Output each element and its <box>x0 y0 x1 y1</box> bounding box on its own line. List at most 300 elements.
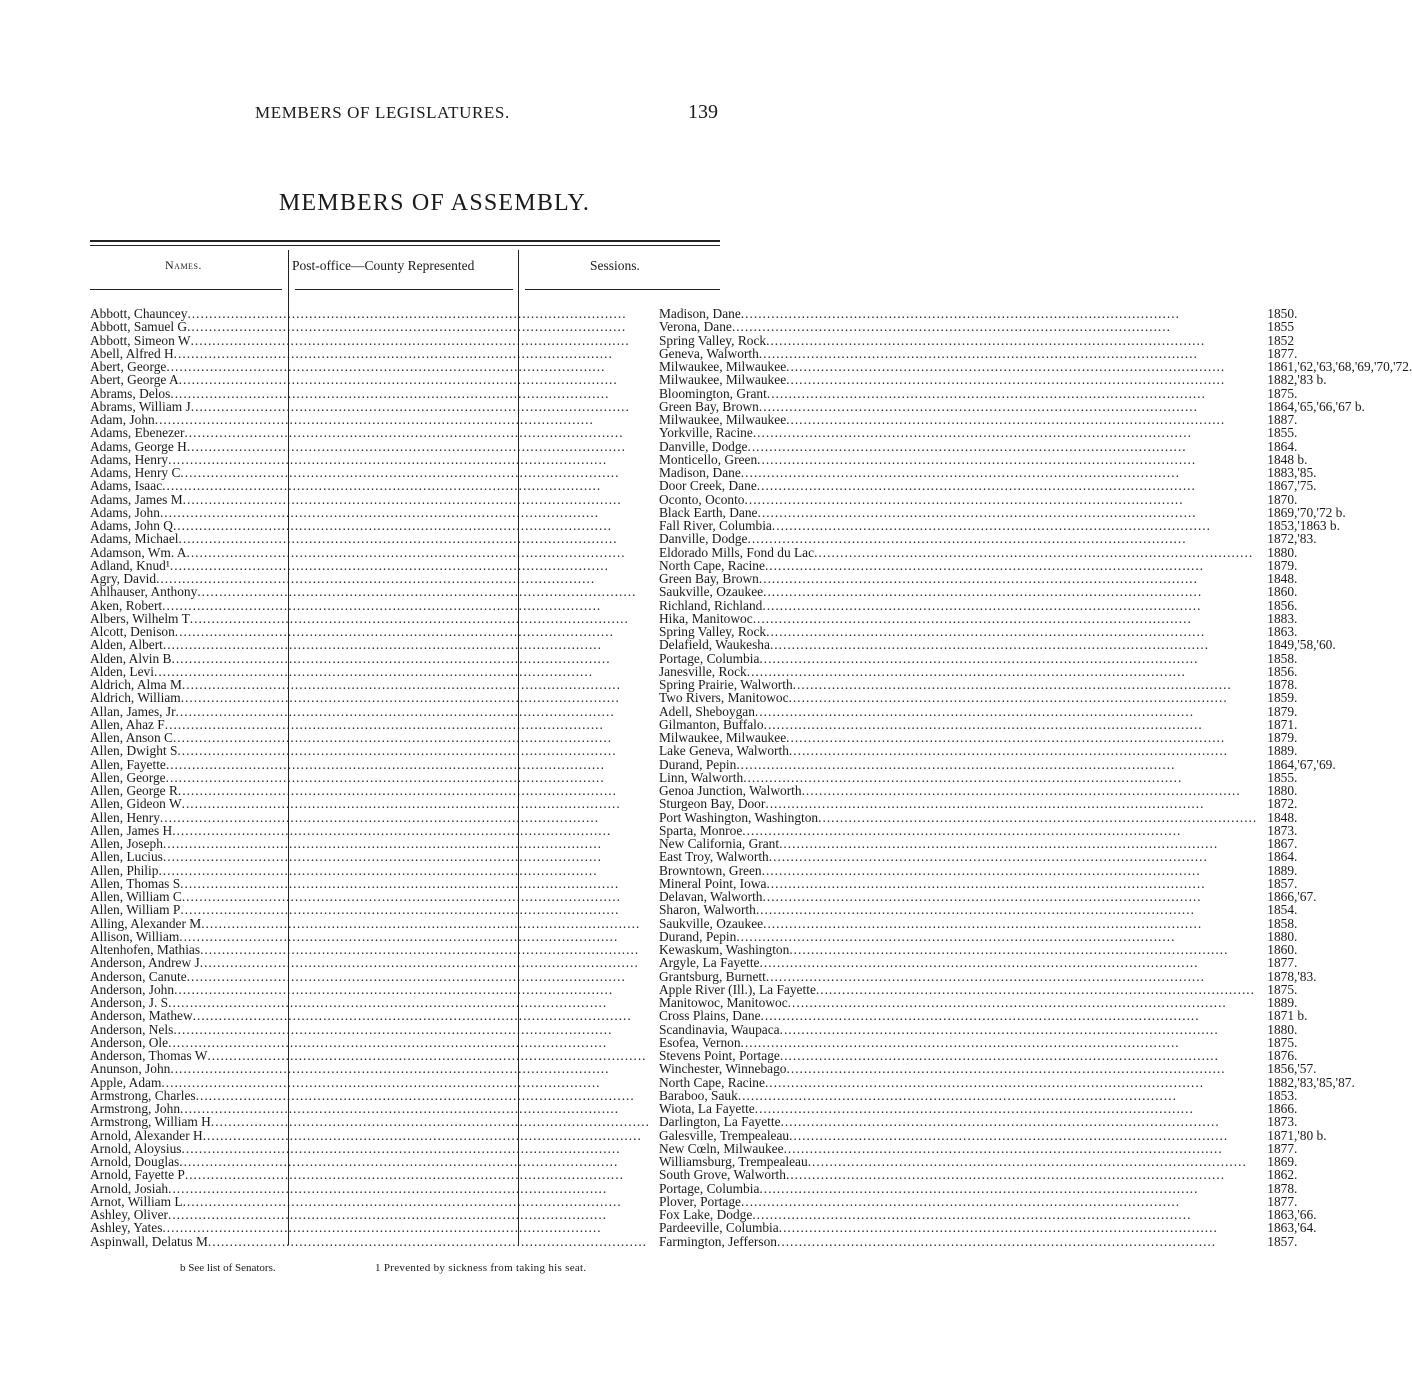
dot-leader <box>168 1036 650 1049</box>
dot-leader <box>789 1129 1257 1142</box>
header-underline <box>90 289 282 290</box>
sessions-cell: 1856. <box>1267 663 1298 679</box>
dot-leader <box>170 1062 650 1075</box>
dot-leader <box>180 466 650 479</box>
dot-leader <box>777 1235 1257 1248</box>
post-office-cell: Linn, Walworth ..... <box>651 771 1257 784</box>
dot-leader <box>732 320 1257 333</box>
member-name-cell: Ashley, Oliver ..... <box>90 1208 651 1221</box>
post-office-cell: Gilmanton, Buffalo ..... <box>651 718 1257 731</box>
post-office-cell: South Grove, Walworth ..... <box>651 1168 1257 1181</box>
dot-leader <box>171 652 650 665</box>
post-office-cell: Door Creek, Dane ..... <box>651 479 1257 492</box>
member-name-cell: Allen, George ..... <box>90 771 651 784</box>
column-header-names: Names. <box>165 258 202 272</box>
dot-leader <box>162 1221 650 1234</box>
dot-leader <box>788 996 1258 1009</box>
post-office-cell: Delafield, Waukesha ..... <box>651 638 1257 651</box>
post-office-cell: Durand, Pepin ..... <box>651 930 1257 943</box>
dot-leader <box>766 877 1257 890</box>
dot-leader <box>168 1208 650 1221</box>
dot-leader <box>761 1009 1258 1022</box>
dot-leader <box>173 519 650 532</box>
dot-leader <box>168 1182 650 1195</box>
member-name-cell: Arnold, Aloysius ..... <box>90 1142 651 1155</box>
member-name-cell: Allen, George R ..... <box>90 784 651 797</box>
table-row <box>90 519 1412 532</box>
post-office-cell: Spring Valley, Rock ..... <box>651 334 1257 347</box>
post-office-cell: Grantsburg, Burnett ..... <box>651 970 1257 983</box>
table-row <box>90 1036 1412 1049</box>
table-row <box>90 479 1412 492</box>
member-name-cell: Alden, Albert ..... <box>90 638 651 651</box>
dot-leader <box>160 811 650 824</box>
table-row <box>90 413 1412 426</box>
table-top-rule-thin <box>90 245 720 246</box>
sessions-cell: 1879. <box>1267 557 1298 573</box>
member-name-cell: Allen, Fayette ..... <box>90 758 651 771</box>
dot-leader <box>180 877 650 890</box>
dot-leader <box>185 1168 650 1181</box>
member-name-cell: Allen, Henry ..... <box>90 811 651 824</box>
member-name-cell: Anderson, Canute ..... <box>90 970 651 983</box>
post-office-cell: Hika, Manitowoc ..... <box>651 612 1257 625</box>
member-name-cell: Anderson, Nels ..... <box>90 1023 651 1036</box>
dot-leader <box>757 453 1257 466</box>
table-row <box>90 811 1412 824</box>
post-office-cell: Saukville, Ozaukee ..... <box>651 585 1257 598</box>
post-office-cell: Browntown, Green ..... <box>651 864 1257 877</box>
member-name-cell: Aldrich, William ..... <box>90 691 651 704</box>
table-row <box>90 890 1412 903</box>
footnote-b: b See list of Senators. <box>180 1262 276 1274</box>
dot-leader <box>182 678 650 691</box>
dot-leader <box>200 943 650 956</box>
table-row <box>90 784 1412 797</box>
dot-leader <box>168 996 650 1009</box>
dot-leader <box>747 440 1257 453</box>
post-office-cell: Verona, Dane ..... <box>651 320 1257 333</box>
sessions-cell: 1856,'57. <box>1267 1061 1317 1077</box>
sessions-cell: 1863,'66. <box>1267 1207 1317 1222</box>
dot-leader <box>163 638 650 651</box>
member-name-cell: Anderson, John ..... <box>90 983 651 996</box>
post-office-cell: Darlington, La Fayette ..... <box>651 1115 1257 1128</box>
sessions-cell: 1889. <box>1267 995 1298 1010</box>
dot-leader <box>757 479 1257 492</box>
member-name-cell: Allen, Philip ..... <box>90 864 651 877</box>
table-row <box>90 1049 1412 1062</box>
dot-leader <box>808 1155 1258 1168</box>
dot-leader <box>173 731 650 744</box>
dot-leader <box>172 824 650 837</box>
table-row <box>90 678 1412 691</box>
member-name-cell: Apple, Adam ..... <box>90 1076 651 1089</box>
dot-leader <box>156 572 650 585</box>
table-row <box>90 546 1412 559</box>
dot-leader <box>780 1049 1257 1062</box>
post-office-cell: Fox Lake, Dodge ..... <box>651 1208 1257 1221</box>
dot-leader <box>191 334 650 347</box>
sessions-cell: 1878,'83. <box>1267 968 1317 984</box>
post-office-cell: North Cape, Racine ..... <box>651 1076 1257 1089</box>
post-office-cell: Pardeeville, Columbia ..... <box>651 1221 1257 1234</box>
dot-leader <box>752 1208 1257 1221</box>
sessions-cell: 1877. <box>1267 1193 1298 1209</box>
member-name-cell: Adams, Henry C ..... <box>90 466 651 479</box>
dot-leader <box>163 837 650 850</box>
dot-leader <box>767 387 1257 400</box>
dot-leader <box>197 585 650 598</box>
post-office-cell: Sturgeon Bay, Door ..... <box>651 797 1257 810</box>
member-name-cell: Allen, Thomas S ..... <box>90 877 651 890</box>
dot-leader <box>174 347 650 360</box>
post-office-cell: Kewaskum, Washington ..... <box>651 943 1257 956</box>
member-name-cell: Abrams, William J ..... <box>90 400 651 413</box>
member-name-cell: Abell, Alfred H ..... <box>90 347 651 360</box>
table-row <box>90 1076 1412 1089</box>
dot-leader <box>763 890 1258 903</box>
dot-leader <box>161 1076 650 1089</box>
post-office-cell: Genoa Junction, Walworth ..... <box>651 784 1257 797</box>
post-office-cell: Fall River, Columbia ..... <box>651 519 1257 532</box>
member-name-cell: Adams, Isaac ..... <box>90 479 651 492</box>
member-name-cell: Alden, Alvin B ..... <box>90 652 651 665</box>
member-name-cell: Adams, Henry ..... <box>90 453 651 466</box>
member-name-cell: Allen, Dwight S ..... <box>90 744 651 757</box>
member-name-cell: Abert, George A ..... <box>90 373 651 386</box>
post-office-cell: Eldorado Mills, Fond du Lac ..... <box>651 546 1257 559</box>
member-name-cell: Abbott, Chauncey ..... <box>90 307 651 320</box>
member-name-cell: Armstrong, Charles ..... <box>90 1089 651 1102</box>
table-row <box>90 307 1412 320</box>
dot-leader <box>781 1115 1258 1128</box>
dot-leader <box>742 824 1257 837</box>
member-name-cell: Allen, William P ..... <box>90 903 651 916</box>
member-name-cell: Aken, Robert ..... <box>90 599 651 612</box>
dot-leader <box>759 347 1257 360</box>
member-name-cell: Ahlhauser, Anthony ..... <box>90 585 651 598</box>
dot-leader <box>753 612 1258 625</box>
table-row <box>90 1089 1412 1102</box>
dot-leader <box>179 1155 650 1168</box>
dot-leader <box>177 744 650 757</box>
member-name-cell: Adam, John ..... <box>90 413 651 426</box>
sessions-cell: 1848 b. <box>1267 451 1308 467</box>
post-office-cell: Two Rivers, Manitowoc ..... <box>651 691 1257 704</box>
dot-leader <box>762 599 1257 612</box>
table-row <box>90 625 1412 638</box>
post-office-cell: Milwaukee, Milwaukee ..... <box>651 731 1257 744</box>
table-row <box>90 1235 1412 1248</box>
post-office-cell: Saukville, Ozaukee ..... <box>651 917 1257 930</box>
dot-leader <box>184 426 650 439</box>
post-office-cell: Richland, Richland ..... <box>651 599 1257 612</box>
sessions-cell: 1854. <box>1267 902 1298 918</box>
sessions-cell: 1878. <box>1267 1180 1298 1196</box>
post-office-cell: Apple River (Ill.), La Fayette ..... <box>651 983 1257 996</box>
dot-leader <box>738 1089 1257 1102</box>
member-name-cell: Alling, Alexander M ..... <box>90 917 651 930</box>
post-office-cell: Spring Valley, Rock ..... <box>651 625 1257 638</box>
post-office-cell: Portage, Columbia ..... <box>651 652 1257 665</box>
post-office-cell: New Cœln, Milwaukee ..... <box>651 1142 1257 1155</box>
sessions-cell: 1864. <box>1267 849 1298 865</box>
dot-leader <box>160 506 650 519</box>
table-row <box>90 334 1412 347</box>
member-name-cell: Aldrich, Alma M ..... <box>90 678 651 691</box>
table-row <box>90 532 1412 545</box>
table-row <box>90 466 1412 479</box>
sessions-cell: 1876. <box>1267 1048 1298 1063</box>
dot-leader <box>747 532 1257 545</box>
dot-leader <box>753 426 1257 439</box>
member-name-cell: Adams, John ..... <box>90 506 651 519</box>
table-row <box>90 996 1412 1009</box>
dot-leader <box>190 612 650 625</box>
post-office-cell: Esofea, Vernon ..... <box>651 1036 1257 1049</box>
table-top-rule <box>90 240 720 242</box>
dot-leader <box>187 970 650 983</box>
member-name-cell: Allan, James, Jr ..... <box>90 705 651 718</box>
dot-leader <box>179 373 650 386</box>
member-name-cell: Arnot, William L ..... <box>90 1195 651 1208</box>
sessions-cell: 1864,'65,'66,'67 b. <box>1267 398 1365 414</box>
dot-leader <box>784 1142 1258 1155</box>
dot-leader <box>178 784 650 797</box>
dot-leader <box>170 387 650 400</box>
running-title: MEMBERS OF LEGISLATURES. <box>255 103 510 122</box>
members-table <box>90 307 1412 1248</box>
dot-leader <box>765 1076 1257 1089</box>
dot-leader <box>814 546 1257 559</box>
member-name-cell: Adland, Knud¹ ..... <box>90 559 651 572</box>
dot-leader <box>818 811 1257 824</box>
sessions-cell: 1859. <box>1267 690 1298 706</box>
sessions-cell: 1860. <box>1267 584 1298 600</box>
member-name-cell: Altenhofen, Mathias ..... <box>90 943 651 956</box>
dot-leader <box>163 850 650 863</box>
running-head <box>0 103 869 127</box>
dot-leader <box>180 1102 650 1115</box>
dot-leader <box>766 970 1257 983</box>
sessions-cell: 1871,'80 b. <box>1267 1127 1327 1143</box>
post-office-cell: Plover, Portage ..... <box>651 1195 1257 1208</box>
sessions-cell: 1880. <box>1267 783 1298 798</box>
table-row <box>90 612 1412 625</box>
dot-leader <box>181 691 650 704</box>
member-name-cell: Albers, Wilhelm T ..... <box>90 612 651 625</box>
member-name-cell: Adamson, Wm. A ..... <box>90 546 651 559</box>
member-name-cell: Ashley, Yates ..... <box>90 1221 651 1234</box>
table-row <box>90 506 1412 519</box>
dot-leader <box>758 506 1258 519</box>
table-row <box>90 903 1412 916</box>
member-name-cell: Allen, Anson C ..... <box>90 731 651 744</box>
sessions-cell: 1871 b. <box>1267 1008 1308 1024</box>
sessions-cell: 1871. <box>1267 716 1298 732</box>
dot-leader <box>789 691 1258 704</box>
table-row <box>90 572 1412 585</box>
header-underline <box>525 289 720 290</box>
sessions-cell: 1857. <box>1267 1233 1298 1249</box>
table-row <box>90 970 1412 983</box>
post-office-cell: Green Bay, Brown ..... <box>651 572 1257 585</box>
sessions-cell: 1875. <box>1267 981 1298 997</box>
sessions-cell: 1860. <box>1267 942 1298 957</box>
table-row <box>90 1102 1412 1115</box>
sessions-cell: 1872,'83. <box>1267 531 1317 547</box>
member-name-cell: Allen, Ahaz F ..... <box>90 718 651 731</box>
sessions-cell: 1883,'85. <box>1267 465 1317 480</box>
dot-leader <box>786 731 1257 744</box>
dot-leader <box>182 1142 650 1155</box>
sessions-cell: 1870. <box>1267 491 1298 507</box>
dot-leader <box>762 864 1258 877</box>
member-name-cell: Allen, William C ..... <box>90 890 651 903</box>
post-office-cell: Durand, Pepin ..... <box>651 758 1257 771</box>
member-name-cell: Armstrong, William H ..... <box>90 1115 651 1128</box>
dot-leader <box>759 572 1257 585</box>
post-office-cell: Stevens Point, Portage ..... <box>651 1049 1257 1062</box>
sessions-cell: 1872. <box>1267 796 1298 812</box>
table-row <box>90 638 1412 651</box>
dot-leader <box>745 493 1258 506</box>
post-office-cell: Portage, Columbia ..... <box>651 1182 1257 1195</box>
dot-leader <box>162 479 650 492</box>
post-office-cell: Farmington, Jefferson ..... <box>651 1235 1257 1248</box>
dot-leader <box>789 943 1257 956</box>
dot-leader <box>802 784 1258 797</box>
table-row <box>90 599 1412 612</box>
member-name-cell: Alcott, Denison ..... <box>90 625 651 638</box>
member-name-cell: Allen, James H ..... <box>90 824 651 837</box>
table-row <box>90 691 1412 704</box>
table-row <box>90 1023 1412 1036</box>
sessions-cell: 1861,'62,'63,'68,'69,'70,'72. <box>1267 359 1412 374</box>
member-name-cell: Adams, Ebenezer ..... <box>90 426 651 439</box>
members-table-body <box>90 307 1412 1248</box>
post-office-cell: Galesville, Trempealeau ..... <box>651 1129 1257 1142</box>
table-row <box>90 837 1412 850</box>
dot-leader <box>766 625 1257 638</box>
sessions-cell: 1862. <box>1267 1167 1298 1183</box>
post-office-cell: Lake Geneva, Walworth ..... <box>651 744 1257 757</box>
post-office-cell: Geneva, Walworth ..... <box>651 347 1257 360</box>
header-underline <box>295 289 513 290</box>
dot-leader <box>165 718 650 731</box>
sessions-cell: 1856. <box>1267 597 1298 613</box>
member-name-cell: Anunson, John ..... <box>90 1062 651 1075</box>
member-name-cell: Allen, Gideon W ..... <box>90 797 651 810</box>
sessions-cell: 1853,'1863 b. <box>1267 518 1340 533</box>
sessions-cell: 1882,'83 b. <box>1267 372 1327 388</box>
sessions-cell: 1878. <box>1267 677 1298 692</box>
member-name-cell: Anderson, Ole ..... <box>90 1036 651 1049</box>
sessions-cell: 1864,'67,'69. <box>1267 756 1336 772</box>
dot-leader <box>770 638 1257 651</box>
table-row <box>90 758 1412 771</box>
member-name-cell: Arnold, Douglas ..... <box>90 1155 651 1168</box>
member-name-cell: Arnold, Fayette P ..... <box>90 1168 651 1181</box>
page-number: 139 <box>688 101 718 123</box>
sessions-cell: 1883. <box>1267 610 1298 626</box>
sessions-cell: 1853. <box>1267 1087 1298 1103</box>
table-row <box>90 387 1412 400</box>
member-name-cell: Alden, Levi ..... <box>90 665 651 678</box>
member-name-cell: Abbott, Samuel G ..... <box>90 320 651 333</box>
member-name-cell: Adams, Michael ..... <box>90 532 651 545</box>
sessions-cell: 1880. <box>1267 544 1298 560</box>
post-office-cell: Bloomington, Grant ..... <box>651 387 1257 400</box>
post-office-cell: Janesville, Rock ..... <box>651 665 1257 678</box>
post-office-cell: Port Washington, Washington ..... <box>651 811 1257 824</box>
dot-leader <box>779 837 1257 850</box>
table-row <box>90 1182 1412 1195</box>
post-office-cell: Milwaukee, Milwaukee ..... <box>651 413 1257 426</box>
sessions-cell: 1855 <box>1267 319 1295 335</box>
dot-leader <box>174 983 650 996</box>
table-row <box>90 585 1412 598</box>
post-office-cell: Manitowoc, Manitowoc ..... <box>651 996 1257 1009</box>
post-office-cell: Baraboo, Sauk ..... <box>651 1089 1257 1102</box>
dot-leader <box>743 771 1257 784</box>
sessions-cell: 1858. <box>1267 650 1298 666</box>
dot-leader <box>736 930 1257 943</box>
page-title: MEMBERS OF ASSEMBLY. <box>278 190 591 216</box>
member-name-cell: Allen, Joseph ..... <box>90 837 651 850</box>
dot-leader <box>769 850 1258 863</box>
post-office-cell: Danville, Dodge ..... <box>651 440 1257 453</box>
dot-leader <box>755 1102 1258 1115</box>
dot-leader <box>755 705 1257 718</box>
post-office-cell: Milwaukee, Milwaukee ..... <box>651 360 1257 373</box>
sessions-cell: 1852 <box>1267 332 1295 348</box>
dot-leader <box>191 400 650 413</box>
member-name-cell: Anderson, Thomas W ..... <box>90 1049 651 1062</box>
dot-leader <box>187 320 650 333</box>
sessions-cell: 1875. <box>1267 1034 1298 1050</box>
sessions-cell: 1873. <box>1267 1114 1298 1130</box>
dot-leader <box>786 360 1257 373</box>
table-row <box>90 1142 1412 1155</box>
sessions-cell: 1889. <box>1267 862 1298 878</box>
table-row <box>90 493 1412 506</box>
dot-leader <box>175 625 650 638</box>
sessions-cell: 1875. <box>1267 385 1298 401</box>
dot-leader <box>196 1089 650 1102</box>
dot-leader <box>787 1062 1258 1075</box>
dot-leader <box>759 1182 1257 1195</box>
dot-leader <box>747 665 1258 678</box>
table-row <box>90 731 1412 744</box>
dot-leader <box>765 559 1257 572</box>
dot-leader <box>193 1009 650 1022</box>
column-header-post-office: Post-office—County Represented <box>292 258 475 273</box>
table-row <box>90 440 1412 453</box>
sessions-cell: 1863. <box>1267 624 1298 639</box>
dot-leader <box>179 930 650 943</box>
dot-leader <box>756 903 1257 916</box>
dot-leader <box>158 864 650 877</box>
table-row <box>90 705 1412 718</box>
sessions-cell: 1873. <box>1267 822 1298 838</box>
post-office-cell: Cross Plains, Dane ..... <box>651 1009 1257 1022</box>
dot-leader <box>741 1036 1258 1049</box>
dot-leader <box>187 307 650 320</box>
member-name-cell: Anderson, Andrew J ..... <box>90 956 651 969</box>
table-row <box>90 1062 1412 1075</box>
